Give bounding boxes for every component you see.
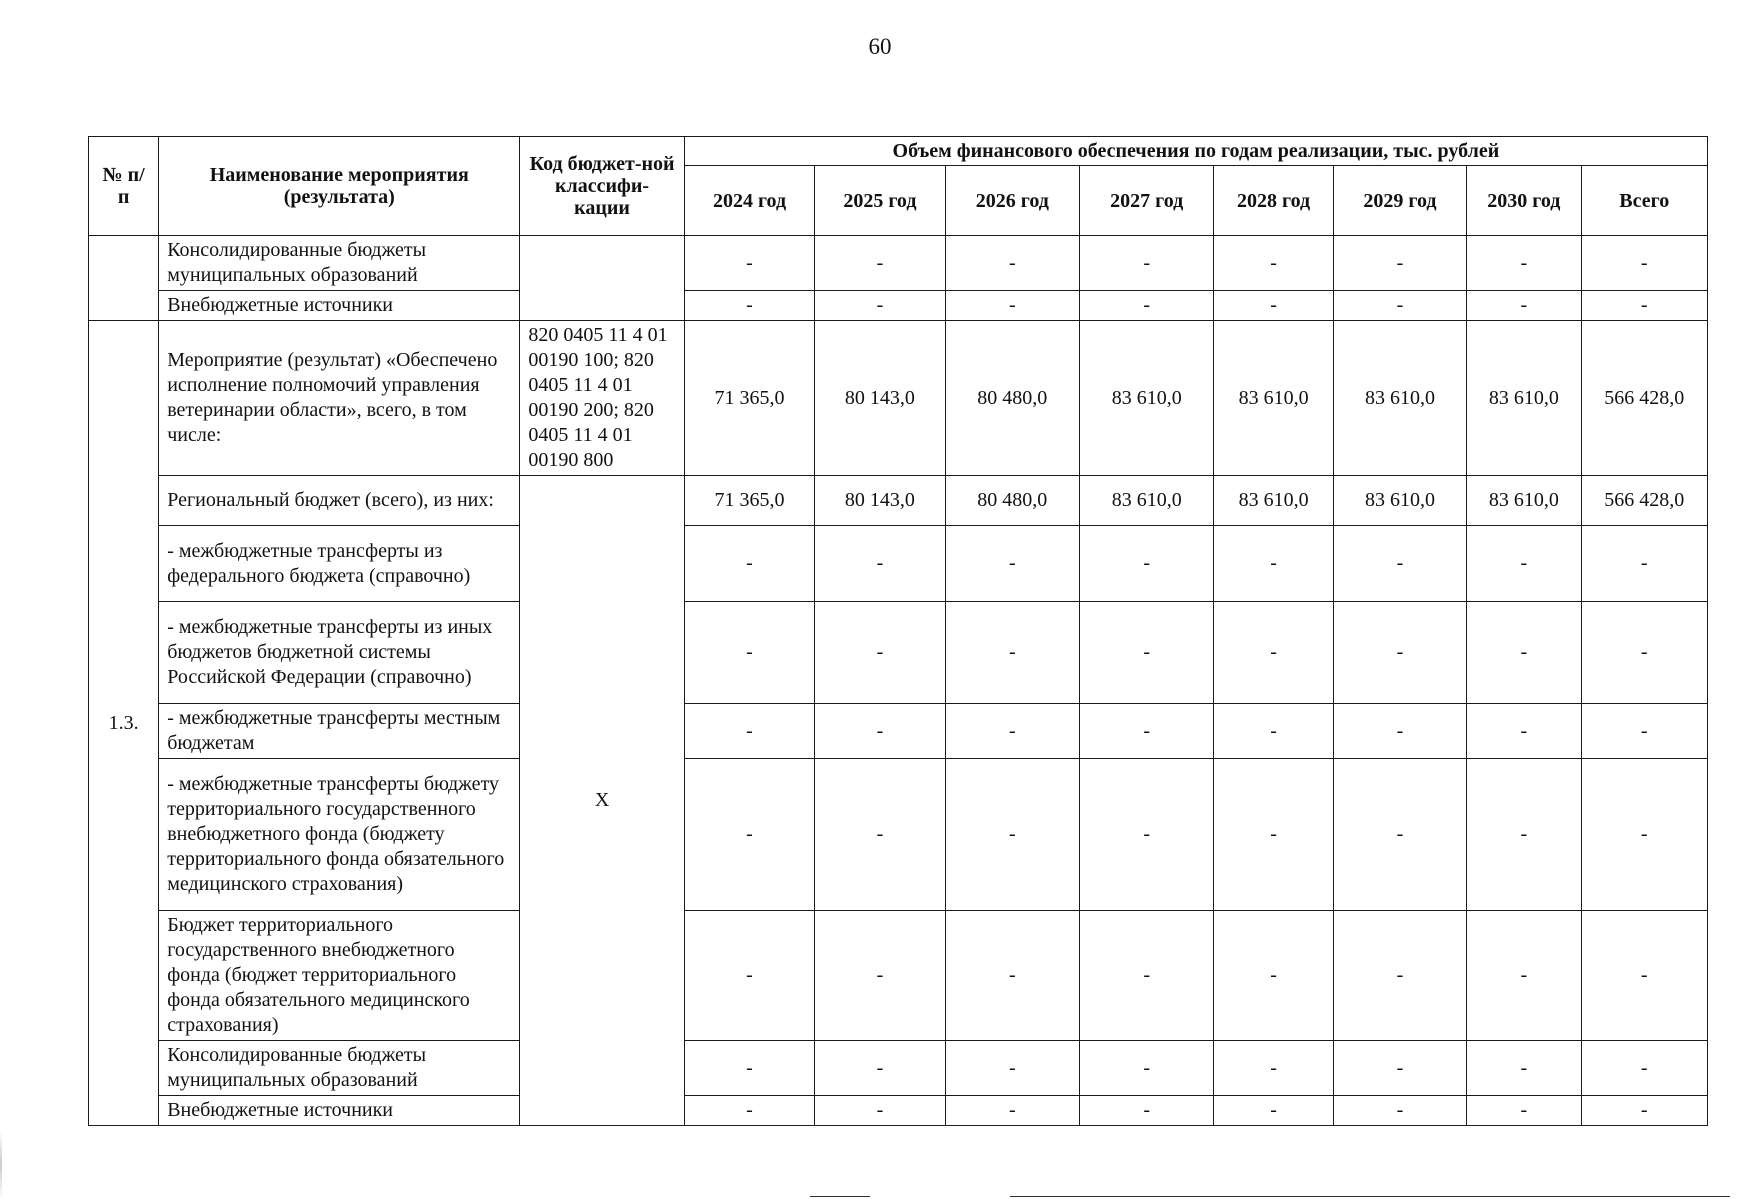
value-cell: - (945, 236, 1079, 291)
value-cell: - (684, 704, 814, 759)
value-cell: - (945, 911, 1079, 1041)
header-year-2030: 2030 год (1467, 166, 1581, 236)
row-code: X (520, 476, 685, 1126)
value-cell: - (1581, 1096, 1707, 1126)
row-name: Консолидированные бюджеты муниципальных образований (159, 1041, 520, 1096)
value-cell: - (684, 236, 814, 291)
value-cell: - (1214, 236, 1333, 291)
value-cell: - (1581, 236, 1707, 291)
value-cell: 83 610,0 (1214, 321, 1333, 476)
row-name: - межбюджетные трансферты из федерального бюджета (справочно) (159, 526, 520, 602)
value-cell: - (1080, 759, 1214, 911)
header-num: № п/п (89, 137, 159, 236)
value-cell: - (1333, 704, 1466, 759)
value-cell: - (1080, 602, 1214, 704)
table-row (89, 602, 1708, 704)
value-cell: - (1333, 1096, 1466, 1126)
value-cell: - (945, 291, 1079, 321)
value-cell: 83 610,0 (1467, 476, 1581, 526)
scan-line-left (810, 1196, 870, 1197)
value-cell: - (1214, 1041, 1333, 1096)
value-cell: - (1214, 1096, 1333, 1126)
header-year-2026: 2026 год (945, 166, 1079, 236)
value-cell: - (815, 1096, 945, 1126)
page-number: 60 (868, 34, 892, 59)
table-row (89, 526, 1708, 602)
row-name: Бюджет территориального государственного внебюджетного фонда (бюджет территориального фонда обязательного медицинского страхования) (159, 911, 520, 1041)
row-name: - межбюджетные трансферты из иных бюджетов бюджетной системы Российской Федерации (справочно) (159, 602, 520, 704)
value-cell: - (815, 704, 945, 759)
value-cell: - (945, 602, 1079, 704)
value-cell: - (815, 911, 945, 1041)
value-cell: 83 610,0 (1333, 321, 1466, 476)
value-cell: - (684, 1041, 814, 1096)
header-name: Наименование мероприятия (результата) (159, 137, 520, 236)
value-cell: - (684, 1096, 814, 1126)
row-name: Внебюджетные источники (159, 1096, 520, 1126)
value-cell: - (1080, 236, 1214, 291)
scan-edge (0, 1130, 2, 1200)
value-cell: - (1467, 1096, 1581, 1126)
value-cell: - (1333, 602, 1466, 704)
value-cell: - (815, 1041, 945, 1096)
value-cell: 80 143,0 (815, 321, 945, 476)
value-cell: - (1467, 911, 1581, 1041)
value-cell: - (945, 526, 1079, 602)
header-year-2029: 2029 год (1333, 166, 1466, 236)
value-cell: - (815, 291, 945, 321)
row-name: Внебюджетные источники (159, 291, 520, 321)
table-row (89, 236, 1708, 291)
value-cell: - (1333, 526, 1466, 602)
value-cell: - (1467, 602, 1581, 704)
financing-table (88, 136, 1708, 1126)
value-cell: - (945, 1096, 1079, 1126)
value-cell: - (684, 526, 814, 602)
table-row (89, 759, 1708, 911)
value-cell: - (1581, 526, 1707, 602)
header-year-2027: 2027 год (1080, 166, 1214, 236)
value-cell: - (1467, 526, 1581, 602)
value-cell: - (1214, 911, 1333, 1041)
value-cell: - (1080, 1041, 1214, 1096)
value-cell: - (945, 704, 1079, 759)
value-cell: - (815, 526, 945, 602)
value-cell: - (1214, 602, 1333, 704)
header-year-2028: 2028 год (1214, 166, 1333, 236)
value-cell: - (1333, 759, 1466, 911)
value-cell: - (1080, 911, 1214, 1041)
value-cell: - (815, 602, 945, 704)
value-cell: - (1581, 602, 1707, 704)
header-year-2024: 2024 год (684, 166, 814, 236)
value-cell: 83 610,0 (1214, 476, 1333, 526)
value-cell: - (1581, 911, 1707, 1041)
value-cell: 80 143,0 (815, 476, 945, 526)
value-cell: - (1581, 291, 1707, 321)
row-name: Консолидированные бюджеты муниципальных образований (159, 236, 520, 291)
table-row (89, 291, 1708, 321)
value-cell: - (1080, 526, 1214, 602)
value-cell: - (1581, 704, 1707, 759)
row-name: - межбюджетные трансферты бюджету территориального государственного внебюджетного фонда (бюджету территориального фонда обязательного медицинского страхования) (159, 759, 520, 911)
value-cell: - (684, 602, 814, 704)
value-cell: 566 428,0 (1581, 321, 1707, 476)
table-row (89, 704, 1708, 759)
row-name: Региональный бюджет (всего), из них: (159, 476, 520, 526)
table-row (89, 1041, 1708, 1096)
value-cell: - (1333, 236, 1466, 291)
value-cell: - (1467, 236, 1581, 291)
row-name: Мероприятие (результат) «Обеспечено исполнение полномочий управления ветеринарии области», всего, в том числе: (159, 321, 520, 476)
row-num: 1.3. (89, 321, 159, 1126)
value-cell: - (1333, 291, 1466, 321)
value-cell: - (1080, 1096, 1214, 1126)
header-code: Код бюджет-ной классифи-кации (520, 137, 685, 236)
value-cell: 83 610,0 (1333, 476, 1466, 526)
value-cell: 71 365,0 (684, 476, 814, 526)
table-row (89, 1096, 1708, 1126)
value-cell: - (1214, 291, 1333, 321)
value-cell: - (1467, 759, 1581, 911)
row-code (520, 236, 685, 321)
value-cell: - (1467, 291, 1581, 321)
value-cell: - (684, 759, 814, 911)
value-cell: 80 480,0 (945, 476, 1079, 526)
value-cell: - (1581, 1041, 1707, 1096)
row-name: - межбюджетные трансферты местным бюджетам (159, 704, 520, 759)
value-cell: 83 610,0 (1080, 321, 1214, 476)
value-cell: 566 428,0 (1581, 476, 1707, 526)
value-cell: - (1581, 759, 1707, 911)
value-cell: 71 365,0 (684, 321, 814, 476)
header-financing-group: Объем финансового обеспечения по годам реализации, тыс. рублей (684, 137, 1707, 166)
value-cell: - (945, 1041, 1079, 1096)
value-cell: - (1214, 526, 1333, 602)
value-cell: - (1080, 291, 1214, 321)
scan-line-right (1010, 1196, 1730, 1197)
value-cell: 83 610,0 (1080, 476, 1214, 526)
table-row (89, 321, 1708, 476)
value-cell: - (815, 759, 945, 911)
table-row (89, 476, 1708, 526)
value-cell: - (684, 291, 814, 321)
value-cell: - (815, 236, 945, 291)
value-cell: 80 480,0 (945, 321, 1079, 476)
row-num (89, 236, 159, 321)
header-year-2025: 2025 год (815, 166, 945, 236)
value-cell: - (1333, 911, 1466, 1041)
value-cell: 83 610,0 (1467, 321, 1581, 476)
value-cell: - (1467, 704, 1581, 759)
header-total: Всего (1581, 166, 1707, 236)
value-cell: - (1214, 759, 1333, 911)
table-row (89, 911, 1708, 1041)
value-cell: - (1467, 1041, 1581, 1096)
value-cell: - (1080, 704, 1214, 759)
value-cell: - (1214, 704, 1333, 759)
value-cell: - (1333, 1041, 1466, 1096)
row-code: 820 0405 11 4 01 00190 100; 820 0405 11 4 01 00190 200; 820 0405 11 4 01 00190 800 (520, 321, 685, 476)
value-cell: - (945, 759, 1079, 911)
value-cell: - (684, 911, 814, 1041)
